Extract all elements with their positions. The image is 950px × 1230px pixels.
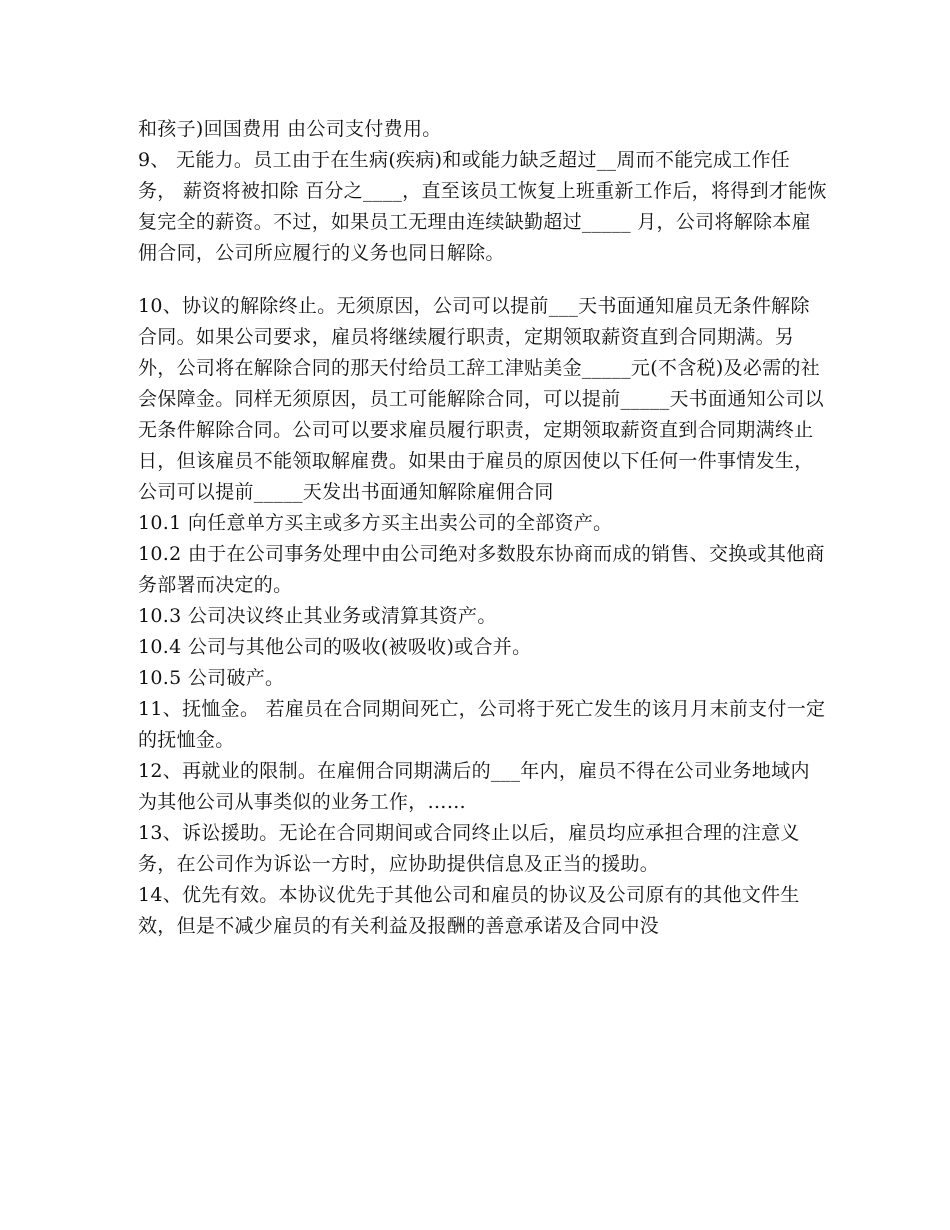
paragraph-clause-10-4: 10.4 公司与其他公司的吸收(被吸收)或合并。	[138, 636, 532, 658]
paragraph-clause-14-priority: 14、优先有效。本协议优先于其他公司和雇员的协议及公司原有的其他文件生效，但是不减少雇员的有关利益及报酬的善意承诺及合同中没	[138, 884, 800, 937]
paragraph-clause-10-2: 10.2 由于在公司事务处理中由公司绝对多数股东协商而成的销售、交换或其他商务部署而决定的。	[138, 543, 825, 596]
paragraph-clause-10-3: 10.3 公司决议终止其业务或清算其资产。	[138, 605, 497, 627]
paragraph-clause-11-pension: 11、抚恤金。 若雇员在合同期间死亡，公司将于死亡发生的该月月末前支付一定的抚恤金。	[138, 698, 826, 751]
paragraph-clause-12-reemployment: 12、再就业的限制。在雇佣合同期满后的___年内，雇员不得在公司业务地域内为其他公司从事类似的业务工作，……	[138, 760, 810, 813]
paragraph-gap	[138, 269, 828, 291]
paragraph-clause-10-1: 10.1 向任意单方买主或多方买主出卖公司的全部资产。	[138, 512, 613, 534]
paragraph-clause-9-incapacity: 9、 无能力。员工由于在生病(疾病)和或能力缺乏超过__周而不能完成工作任务， 薪资将被扣除 百分之____，直至该员工恢复上班重新工作后，将得到才能恢复完全的薪资。不过，如果员工无理由连续缺勤超过_____ 月，公司将解除本雇佣合同，公司所应履行的义务也同日解除。	[138, 149, 827, 264]
paragraph-repatriation-cost: 和孩子)回国费用 由公司支付费用。	[138, 118, 442, 140]
paragraph-clause-13-litigation: 13、诉讼援助。无论在合同期间或合同终止以后，雇员均应承担合理的注意义务，在公司作为诉讼一方时，应协助提供信息及正当的援助。	[138, 822, 800, 875]
paragraph-clause-10-termination: 10、协议的解除终止。无须原因，公司可以提前___天书面通知雇员无条件解除合同。如果公司要求，雇员将继续履行职责，定期领取薪资直到合同期满。另外，公司将在解除合同的那天付给员工辞工津贴美金_____元(不含税)及必需的社会保障金。同样无须原因，员工可能解除合同，可以提前_____天书面通知公司以无条件解除合同。公司可以要求雇员履行职责，定期领取薪资直到合同期满终止日，但该雇员不能领取解雇费。如果由于雇员的原因使以下任何一件事情发生，公司可以提前_____天发出书面通知解除雇佣合同	[138, 295, 824, 503]
document-body	[138, 114, 828, 942]
paragraph-clause-10-5: 10.5 公司破产。	[138, 667, 285, 689]
